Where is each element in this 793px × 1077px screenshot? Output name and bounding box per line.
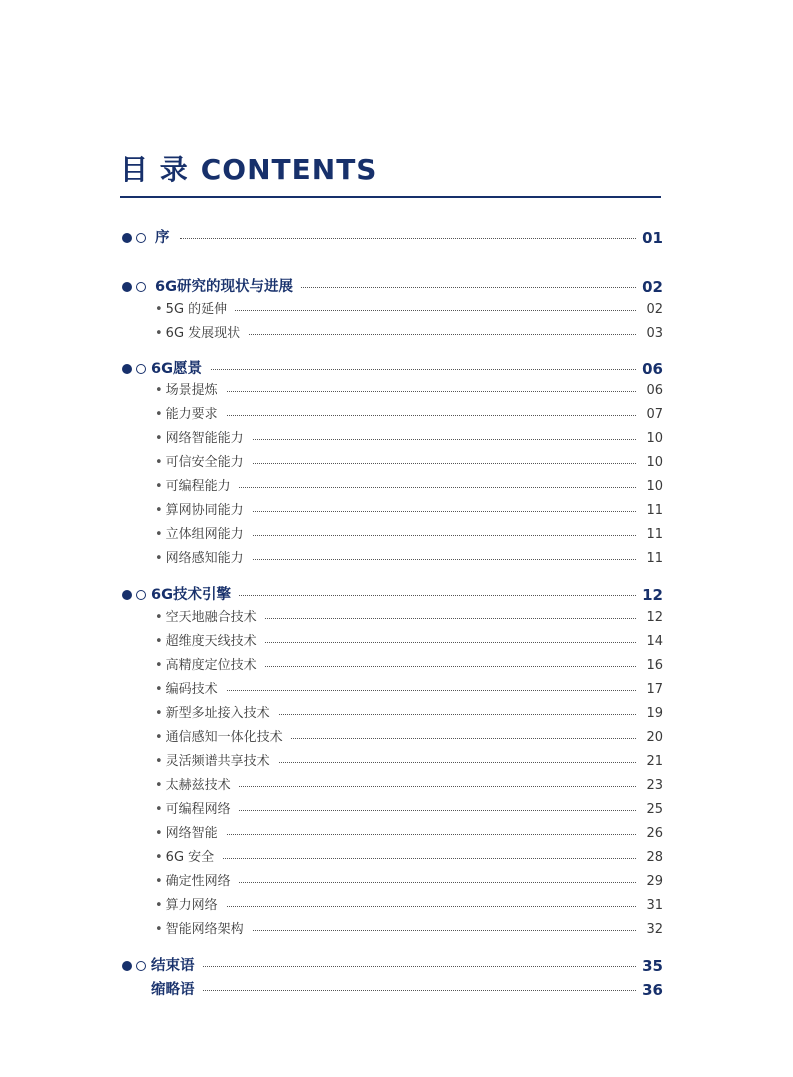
toc-entry[interactable] [0,680,793,700]
entry-bullet-icon: • [155,610,163,625]
entry-title [155,632,265,652]
dot-leader [170,391,636,392]
entry-bullet-icon: • [155,455,163,470]
entry-label: 编码技术 [165,682,218,697]
section-title: 结束语 [151,956,203,976]
toc-section[interactable] [0,228,793,248]
entry-title [155,776,239,796]
entry-label: 高精度定位技术 [165,658,257,673]
entry-title [155,920,252,940]
toc-entry[interactable] [0,632,793,652]
entry-page-number: 10 [640,477,663,497]
entry-title [155,752,278,772]
toc-entry[interactable] [0,405,793,425]
entry-bullet-icon: • [155,826,163,841]
toc-entry[interactable] [0,429,793,449]
dot-leader [180,966,636,967]
dot-leader [180,369,636,370]
toc-entry[interactable] [0,896,793,916]
entry-page-number: 17 [640,680,663,700]
toc-entry[interactable] [0,656,793,676]
entry-page-number: 11 [640,525,663,545]
entry-label: 5G 的延伸 [165,302,228,317]
entry-label: 网络感知能力 [165,551,244,566]
entry-page-number: 07 [640,405,663,425]
entry-bullet-icon: • [155,479,163,494]
entry-page-number: 03 [640,324,663,344]
entry-title [155,704,278,724]
entry-bullet-icon: • [155,706,163,721]
title-underline [120,196,661,198]
dot-leader [170,786,636,787]
toc-entry[interactable] [0,453,793,473]
entry-label: 可编程网络 [165,802,231,817]
toc-entry[interactable] [0,525,793,545]
dot-leader [180,595,636,596]
toc-entry[interactable] [0,848,793,868]
entry-label: 通信感知一体化技术 [165,730,283,745]
entry-page-number: 12 [640,608,663,628]
entry-title [155,525,252,545]
entry-page-number: 28 [640,848,663,868]
entry-label: 网络智能 [165,826,218,841]
toc-entry[interactable] [0,752,793,772]
toc-entry[interactable] [0,608,793,628]
toc-title [120,148,377,188]
section-title: 序 [155,228,178,248]
entry-bullet-icon: • [155,850,163,865]
dot-leader [170,858,636,859]
entry-label: 能力要求 [165,407,218,422]
entry-label: 场景提炼 [165,383,218,398]
toc-entry[interactable] [0,324,793,344]
section-page-number: 02 [636,277,663,297]
toc-entry[interactable] [0,549,793,569]
toc-title-en: CONTENTS [200,153,378,186]
section-title: 6G技术引擎 [151,585,239,605]
entry-bullet-icon: • [155,634,163,649]
dot-leader [170,810,636,811]
dot-leader [170,487,636,488]
entry-title [155,824,226,844]
entry-bullet-icon: • [155,922,163,937]
toc-entry[interactable] [0,300,793,320]
entry-label: 灵活频谱共享技术 [165,754,270,769]
entry-label: 超维度天线技术 [165,634,257,649]
section-title: 缩略语 [151,980,203,1000]
dot-leader [170,882,636,883]
entry-bullet-icon: • [155,658,163,673]
dot-leader [170,310,636,311]
entry-bullet-icon: • [155,682,163,697]
entry-bullet-icon: • [155,407,163,422]
entry-page-number: 26 [640,824,663,844]
entry-bullet-icon: • [155,874,163,889]
entry-label: 可信安全能力 [165,455,244,470]
entry-title [155,405,226,425]
entry-label: 网络智能能力 [165,431,244,446]
toc-entry[interactable] [0,728,793,748]
entry-page-number: 14 [640,632,663,652]
entry-bullet-icon: • [155,503,163,518]
entry-bullet-icon: • [155,898,163,913]
entry-label: 新型多址接入技术 [165,706,270,721]
entry-page-number: 10 [640,453,663,473]
toc-section[interactable] [0,956,793,976]
section-page-number: 01 [636,228,663,248]
entry-label: 算网协同能力 [165,503,244,518]
dot-leader [170,415,636,416]
entry-bullet-icon: • [155,431,163,446]
section-bullet-icon [122,280,154,294]
toc-entry[interactable] [0,501,793,521]
section-bullet-icon [122,231,154,245]
toc-entry[interactable] [0,800,793,820]
entry-page-number: 11 [640,549,663,569]
entry-title [155,656,265,676]
entry-label: 立体组网能力 [165,527,244,542]
entry-label: 算力网络 [165,898,218,913]
entry-title [155,872,239,892]
entry-page-number: 16 [640,656,663,676]
entry-title [155,300,235,320]
entry-title [155,848,222,868]
entry-page-number: 29 [640,872,663,892]
entry-bullet-icon: • [155,802,163,817]
entry-title [155,896,226,916]
entry-bullet-icon: • [155,730,163,745]
section-page-number: 35 [636,956,663,976]
section-bullet-icon [122,362,154,376]
entry-bullet-icon: • [155,326,163,341]
entry-bullet-icon: • [155,778,163,793]
toc-entry[interactable] [0,872,793,892]
section-title: 6G研究的现状与进展 [155,277,301,297]
entry-title [155,381,226,401]
entry-page-number: 20 [640,728,663,748]
entry-page-number: 10 [640,429,663,449]
entry-title [155,429,252,449]
toc-entry[interactable] [0,381,793,401]
entry-title [155,477,239,497]
entry-page-number: 32 [640,920,663,940]
dot-leader [180,990,636,991]
entry-page-number: 06 [640,381,663,401]
section-title: 6G愿景 [151,359,210,379]
entry-page-number: 19 [640,704,663,724]
entry-page-number: 31 [640,896,663,916]
entry-bullet-icon: • [155,527,163,542]
toc-section[interactable] [0,585,793,605]
entry-bullet-icon: • [155,754,163,769]
toc-title-cn: 目 录 [120,153,189,186]
entry-title [155,608,265,628]
entry-label: 6G 安全 [165,850,215,865]
section-bullet-icon [122,959,154,973]
toc-section[interactable] [0,277,793,297]
entry-title [155,549,252,569]
toc-entry[interactable] [0,477,793,497]
dot-leader [170,906,636,907]
section-bullet-icon [122,588,154,602]
toc-entry[interactable] [0,704,793,724]
entry-label: 太赫兹技术 [165,778,231,793]
entry-bullet-icon: • [155,551,163,566]
toc-section[interactable] [0,359,793,379]
entry-page-number: 23 [640,776,663,796]
toc-section[interactable] [0,980,793,1000]
entry-title [155,680,226,700]
entry-page-number: 02 [640,300,663,320]
entry-title [155,324,248,344]
entry-title [155,453,252,473]
dot-leader [170,690,636,691]
entry-bullet-icon: • [155,383,163,398]
entry-title [155,800,239,820]
entry-page-number: 11 [640,501,663,521]
entry-label: 确定性网络 [165,874,231,889]
entry-page-number: 25 [640,800,663,820]
dot-leader [170,834,636,835]
entry-bullet-icon: • [155,302,163,317]
entry-title [155,501,252,521]
toc-entry[interactable] [0,824,793,844]
section-page-number: 12 [636,585,663,605]
entry-page-number: 21 [640,752,663,772]
entry-label: 空天地融合技术 [165,610,257,625]
entry-label: 6G 发展现状 [165,326,241,341]
section-page-number: 36 [636,980,663,1000]
section-page-number: 06 [636,359,663,379]
toc-entry[interactable] [0,920,793,940]
toc-entry[interactable] [0,776,793,796]
dot-leader [180,238,636,239]
entry-label: 智能网络架构 [165,922,244,937]
entry-label: 可编程能力 [165,479,231,494]
entry-title [155,728,291,748]
